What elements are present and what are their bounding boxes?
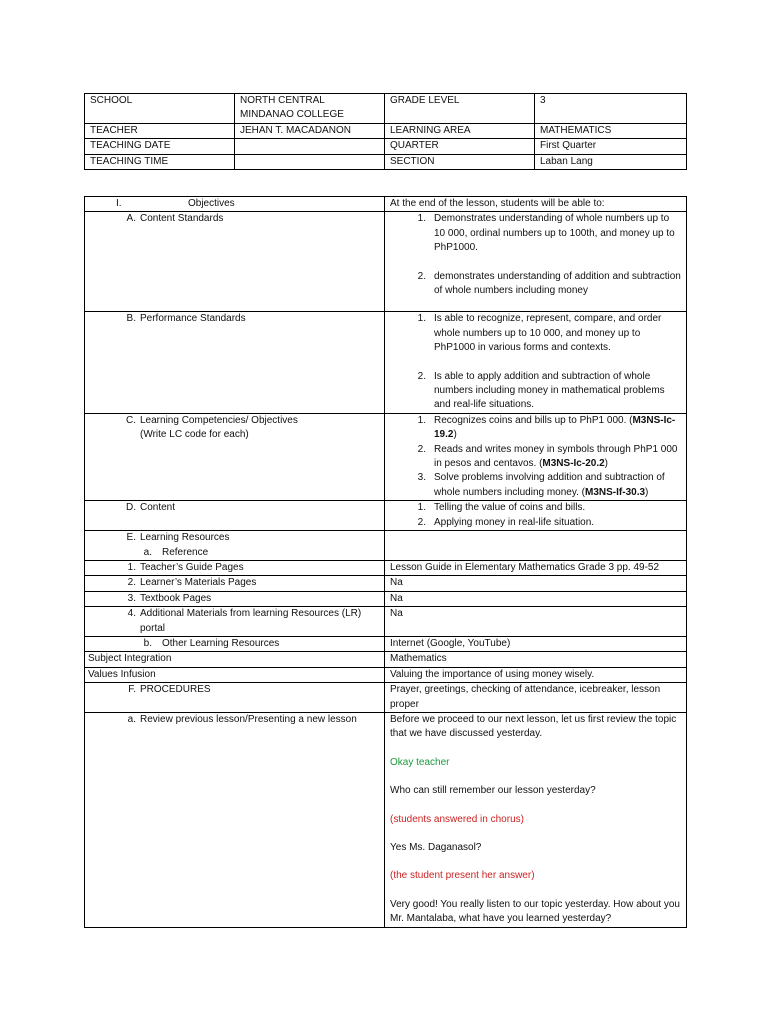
learners-materials-value: Na <box>385 576 687 591</box>
performance-standards-list <box>390 312 681 412</box>
performance-standards-value-cell <box>385 312 687 413</box>
additional-materials-num: 4. <box>127 608 136 620</box>
content-label-cell <box>85 501 385 531</box>
review-label: Review previous lesson/Presenting a new lesson <box>140 713 357 725</box>
header-row <box>85 94 687 124</box>
header-label-cell: TEACHER <box>85 123 235 138</box>
list-item: 2. demonstrates understanding of addition and subtraction of whole numbers including money <box>417 270 681 297</box>
header-row <box>85 123 687 138</box>
competencies-value-cell <box>385 413 687 500</box>
competencies-list <box>390 414 681 500</box>
teachers-guide-label: Teacher’s Guide Pages <box>140 561 244 573</box>
reference-label: Reference <box>162 546 209 558</box>
dialogue-line: Yes Ms. Daganasol? <box>390 842 482 853</box>
performance-standards-row <box>85 312 687 413</box>
review-dialogue <box>390 713 681 927</box>
competencies-label-cell <box>85 413 385 500</box>
learners-materials-row <box>85 576 687 591</box>
procedures-num: F. <box>128 684 136 696</box>
additional-materials-row <box>85 607 687 637</box>
dialogue-line: Very good! You really listen to our topic yesterday. How about you Mr. Mantalaba, what have you learned yesterday? <box>390 898 680 925</box>
additional-materials-label: Additional Materials from learning Resources (LR) portal <box>140 608 362 634</box>
other-resources-value: Internet (Google, YouTube) <box>385 636 687 651</box>
lc-code: M3NS-If-30.3 <box>585 486 646 498</box>
dialogue-line: Who can still remember our lesson yesterday? <box>390 785 596 797</box>
reference-num: a. <box>143 546 152 558</box>
competencies-num: C. <box>126 414 136 426</box>
header-label-cell: SCHOOL <box>85 94 235 124</box>
header-label-cell: LEARNING AREA <box>385 123 535 138</box>
header-label-cell: SECTION <box>385 154 535 169</box>
resources-value-cell <box>385 531 687 561</box>
resources-row <box>85 531 687 561</box>
learners-materials-num: 2. <box>127 577 136 589</box>
content-standards-list <box>390 212 681 298</box>
teachers-guide-value: Lesson Guide in Elementary Mathematics Grade 3 pp. 49-52 <box>385 560 687 575</box>
content-num: D. <box>126 502 136 514</box>
objectives-value: At the end of the lesson, students will be able to: <box>385 197 687 212</box>
list-item: 1. Telling the value of coins and bills. <box>417 502 586 514</box>
values-infusion-value: Valuing the importance of using money wisely. <box>385 667 687 682</box>
header-label-cell: TEACHING TIME <box>85 154 235 169</box>
content-standards-label-cell <box>85 212 385 312</box>
review-row <box>85 712 687 927</box>
content-standards-num: A. <box>126 213 136 225</box>
other-resources-num: b. <box>143 637 152 649</box>
header-body <box>85 94 687 170</box>
teachers-guide-row <box>85 560 687 575</box>
lesson-plan-table <box>84 196 687 928</box>
header-label-cell: GRADE LEVEL <box>385 94 535 124</box>
content-value-cell <box>385 501 687 531</box>
content-standards-row <box>85 212 687 312</box>
resources-num: E. <box>126 532 136 544</box>
content-label: Content <box>140 502 176 514</box>
review-dialogue-cell <box>385 712 687 927</box>
textbook-label: Textbook Pages <box>140 592 212 604</box>
header-value-cell <box>235 154 385 169</box>
content-row <box>85 501 687 531</box>
dialogue-line: (the student present her answer) <box>390 870 535 882</box>
header-value-cell: NORTH CENTRAL MINDANAO COLLEGE <box>235 94 385 124</box>
resources-label: Learning Resources <box>140 532 230 544</box>
review-num: a. <box>127 713 136 725</box>
resources-label-cell <box>85 531 385 561</box>
list-item: 2. Is able to apply addition and subtraction of whole numbers including money in mathematical problems and real-life situations. <box>417 370 665 411</box>
lc-code: M3NS-Ic-19.2 <box>434 414 676 441</box>
procedures-value: Prayer, greetings, checking of attendance, icebreaker, lesson proper <box>385 683 687 713</box>
header-value-cell: Laban Lang <box>535 154 687 169</box>
learners-materials-label: Learner’s Materials Pages <box>140 577 257 589</box>
header-row <box>85 154 687 169</box>
list-item: 2. Applying money in real-life situation. <box>417 516 595 528</box>
textbook-value: Na <box>385 591 687 606</box>
textbook-row <box>85 591 687 606</box>
values-infusion-row <box>85 667 687 682</box>
competencies-row <box>85 413 687 500</box>
list-item: 3. Solve problems involving addition and subtraction of whole numbers including money. (M3NS-If-30.3) <box>417 472 665 498</box>
content-standards-value-cell <box>385 212 687 312</box>
textbook-num: 3. <box>127 592 136 604</box>
header-value-cell: MATHEMATICS <box>535 123 687 138</box>
objectives-label-cell <box>85 197 385 212</box>
list-item: 1. Recognizes coins and bills up to PhP1 000. (M3NS-Ic-19.2) <box>417 414 676 441</box>
header-value-cell: 3 <box>535 94 687 124</box>
lc-code: M3NS-Ic-20.2 <box>542 458 605 470</box>
teachers-guide-num: 1. <box>127 561 136 573</box>
subject-integration-row <box>85 652 687 667</box>
objectives-row <box>85 197 687 212</box>
header-value-cell: First Quarter <box>535 139 687 154</box>
subject-integration-label: Subject Integration <box>85 652 385 667</box>
other-resources-row <box>85 636 687 651</box>
competencies-sublabel: (Write LC code for each) <box>140 429 249 441</box>
header-value-cell: JEHAN T. MACADANON <box>235 123 385 138</box>
header-table <box>84 93 687 170</box>
dialogue-line: Okay teacher <box>390 756 450 768</box>
content-list <box>390 501 681 530</box>
header-value-cell <box>235 139 385 154</box>
list-item: 1. Is able to recognize, represent, compare, and order whole numbers up to 10 000, and money up to PhP1000 in various forms and contexts. <box>417 313 662 354</box>
list-item: 1. Demonstrates understanding of whole numbers up to 10 000, ordinal numbers up to 100th, and money up to PhP1000. <box>417 213 675 254</box>
performance-standards-label-cell <box>85 312 385 413</box>
header-label-cell: TEACHING DATE <box>85 139 235 154</box>
additional-materials-value: Na <box>385 607 687 637</box>
competencies-label: Learning Competencies/ Objectives <box>140 414 298 426</box>
performance-standards-num: B. <box>126 313 136 325</box>
other-resources-label: Other Learning Resources <box>162 637 280 649</box>
list-item: 2. Reads and writes money in symbols through PhP1 000 in pesos and centavos. (M3NS-Ic-20.2) <box>417 443 678 470</box>
values-infusion-label: Values Infusion <box>85 667 385 682</box>
dialogue-line: Before we proceed to our next lesson, let us first review the topic that we have discussed yesterday. <box>390 713 677 740</box>
procedures-label: PROCEDURES <box>140 684 211 696</box>
objectives-num: I. <box>116 198 122 209</box>
performance-standards-label: Performance Standards <box>140 313 246 325</box>
subject-integration-value: Mathematics <box>385 652 687 667</box>
objectives-label: Objectives <box>188 198 235 209</box>
content-standards-label: Content Standards <box>140 213 224 225</box>
procedures-row <box>85 683 687 713</box>
header-label-cell: QUARTER <box>385 139 535 154</box>
header-row <box>85 139 687 154</box>
dialogue-line: (students answered in chorus) <box>390 813 524 825</box>
